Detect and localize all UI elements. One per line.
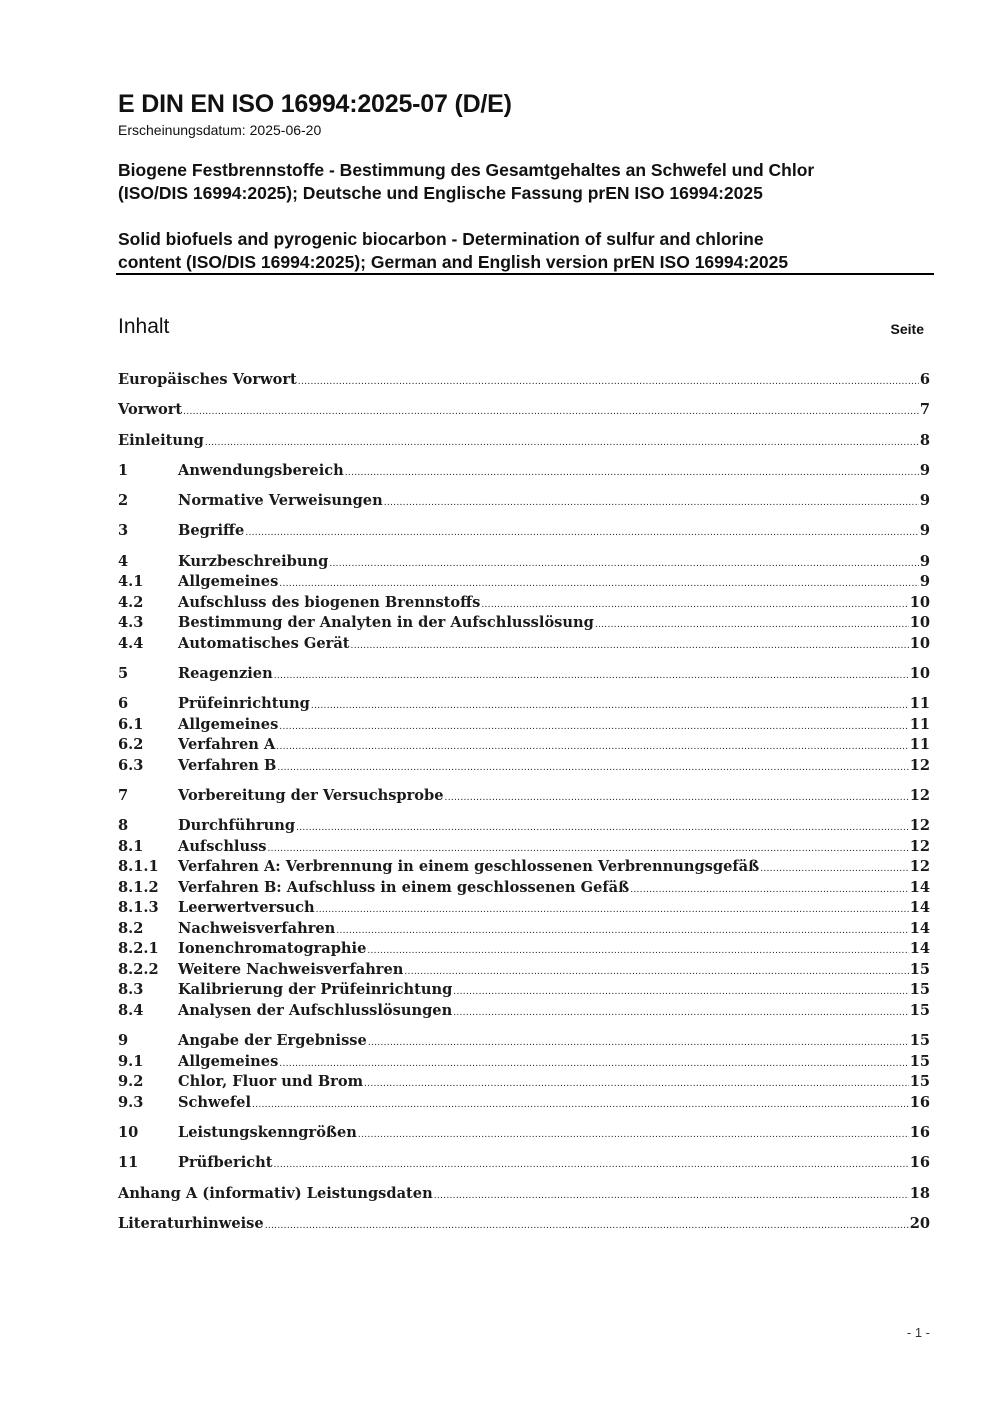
toc-dot-leader bbox=[265, 1214, 909, 1237]
toc-entry-title: Durchführung bbox=[178, 817, 296, 835]
title-german-line-1: Biogene Festbrennstoffe - Bestimmung des Gesamtgehaltes an Schwefel und Chlor bbox=[118, 160, 815, 180]
toc-entry[interactable] bbox=[118, 1052, 930, 1073]
toc-dot-leader bbox=[595, 613, 909, 636]
toc-entry-title: Vorwort bbox=[118, 401, 183, 419]
toc-entry-number: 7 bbox=[118, 787, 129, 805]
toc-dot-leader bbox=[268, 837, 909, 860]
toc-entry-number: 4.3 bbox=[118, 614, 144, 632]
toc-entry-title: Prüfeinrichtung bbox=[178, 695, 310, 713]
toc-entry-number: 8.1.1 bbox=[118, 858, 159, 876]
toc-dot-leader bbox=[630, 878, 908, 901]
toc-entry-number: 3 bbox=[118, 522, 129, 540]
toc-entry-title: Weitere Nachweisverfahren bbox=[178, 960, 404, 978]
toc-entry-page: 8 bbox=[919, 431, 930, 449]
toc-entry-page: 12 bbox=[909, 858, 930, 876]
toc-entry-number: 4.4 bbox=[118, 634, 144, 652]
toc-entry[interactable] bbox=[118, 756, 930, 777]
toc-entry-page: 15 bbox=[909, 981, 930, 999]
toc-entry-title: Angabe der Ergebnisse bbox=[178, 1032, 367, 1050]
toc-entry[interactable] bbox=[118, 1031, 930, 1052]
toc-entry[interactable] bbox=[118, 634, 930, 655]
toc-entry-page: 11 bbox=[909, 695, 930, 713]
toc-entry[interactable] bbox=[118, 898, 930, 919]
toc-entry[interactable] bbox=[118, 857, 930, 878]
toc-entry-page: 15 bbox=[909, 960, 930, 978]
toc-dot-leader bbox=[276, 735, 908, 758]
toc-dot-leader bbox=[345, 461, 919, 484]
toc-dot-leader bbox=[367, 939, 908, 962]
toc-entry-page: 12 bbox=[909, 787, 930, 805]
toc-entry[interactable] bbox=[118, 1001, 930, 1022]
toc-entry[interactable] bbox=[118, 572, 930, 593]
table-of-contents bbox=[118, 370, 930, 1234]
toc-entry-page: 15 bbox=[909, 1052, 930, 1070]
toc-dot-leader bbox=[351, 634, 909, 657]
toc-entry-page: 14 bbox=[909, 940, 930, 958]
toc-entry[interactable] bbox=[118, 1214, 930, 1235]
toc-entry-page: 14 bbox=[909, 899, 930, 917]
title-english-line-2: content (ISO/DIS 16994:2025); German and English version prEN ISO 16994:2025 bbox=[118, 252, 789, 272]
toc-entry-page: 9 bbox=[919, 552, 930, 570]
toc-entry-page: 11 bbox=[909, 715, 930, 733]
toc-entry-page: 9 bbox=[919, 461, 930, 479]
publication-date-line bbox=[118, 122, 321, 138]
title-divider bbox=[116, 273, 934, 275]
toc-entry[interactable] bbox=[118, 400, 930, 421]
toc-entry[interactable] bbox=[118, 613, 930, 634]
toc-entry-page: 15 bbox=[909, 1001, 930, 1019]
toc-entry-title: Verfahren B: Aufschluss in einem geschlossenen Gefäß bbox=[178, 878, 630, 896]
toc-dot-leader bbox=[358, 1123, 909, 1146]
toc-entry-number: 11 bbox=[118, 1154, 139, 1172]
toc-entry-number: 9.2 bbox=[118, 1073, 144, 1091]
toc-dot-leader bbox=[279, 715, 908, 738]
toc-dot-leader bbox=[453, 1001, 908, 1024]
toc-entry[interactable] bbox=[118, 552, 930, 573]
toc-dot-leader bbox=[434, 1184, 909, 1207]
toc-entry-title: Literaturhinweise bbox=[118, 1214, 264, 1232]
toc-dot-leader bbox=[316, 898, 909, 921]
toc-dot-leader bbox=[329, 552, 919, 575]
contents-heading: Inhalt bbox=[118, 315, 170, 338]
toc-entry[interactable] bbox=[118, 491, 930, 512]
toc-entry-number: 8.4 bbox=[118, 1001, 144, 1019]
toc-entry-title: Leerwertversuch bbox=[178, 899, 315, 917]
toc-entry-page: 12 bbox=[909, 756, 930, 774]
toc-entry-title: Anwendungsbereich bbox=[178, 461, 344, 479]
page-column-label: Seite bbox=[890, 321, 924, 337]
title-english-line-1: Solid biofuels and pyrogenic biocarbon - Determination of sulfur and chlorine bbox=[118, 229, 764, 249]
toc-entry-title: Prüfbericht bbox=[178, 1154, 273, 1172]
toc-entry-title: Kalibrierung der Prüfeinrichtung bbox=[178, 981, 453, 999]
toc-entry-title: Vorbereitung der Versuchsprobe bbox=[178, 787, 444, 805]
toc-entry-page: 18 bbox=[909, 1184, 930, 1202]
toc-entry-page: 16 bbox=[909, 1154, 930, 1172]
toc-entry-number: 9.1 bbox=[118, 1052, 144, 1070]
toc-entry-page: 11 bbox=[909, 736, 930, 754]
toc-entry-number: 6.3 bbox=[118, 756, 144, 774]
title-german-line-2: (ISO/DIS 16994:2025); Deutsche und Englische Fassung prEN ISO 16994:2025 bbox=[118, 183, 763, 203]
toc-entry-title: Aufschluss bbox=[178, 837, 267, 855]
toc-dot-leader bbox=[279, 1052, 908, 1075]
toc-entry-page: 15 bbox=[909, 1073, 930, 1091]
toc-entry-page: 6 bbox=[919, 371, 930, 388]
toc-entry-number: 2 bbox=[118, 492, 129, 510]
toc-entry-title: Einleitung bbox=[118, 431, 204, 449]
toc-dot-leader bbox=[364, 1072, 909, 1095]
toc-entry[interactable] bbox=[118, 664, 930, 685]
toc-entry[interactable] bbox=[118, 786, 930, 807]
toc-entry[interactable] bbox=[118, 960, 930, 981]
toc-entry[interactable] bbox=[118, 694, 930, 715]
toc-entry-number: 8.2 bbox=[118, 919, 144, 937]
toc-entry[interactable] bbox=[118, 431, 930, 452]
toc-entry[interactable] bbox=[118, 980, 930, 1001]
toc-entry-page: 16 bbox=[909, 1124, 930, 1142]
toc-entry-title: Normative Verweisungen bbox=[178, 492, 383, 510]
toc-entry[interactable] bbox=[118, 461, 930, 482]
toc-entry-number: 8.2.2 bbox=[118, 960, 159, 978]
toc-entry-title: Chlor, Fluor und Brom bbox=[178, 1073, 364, 1091]
toc-dot-leader bbox=[760, 857, 908, 880]
toc-entry-title: Verfahren A: Verbrennung in einem geschlossenen Verbrennungsgefäß bbox=[178, 858, 760, 876]
toc-entry-number: 6.2 bbox=[118, 736, 144, 754]
toc-entry-title: Reagenzien bbox=[178, 665, 273, 683]
toc-dot-leader bbox=[183, 400, 919, 423]
toc-dot-leader bbox=[274, 664, 909, 687]
toc-dot-leader bbox=[205, 431, 919, 454]
publication-date: 2025-06-20 bbox=[249, 122, 322, 138]
toc-entry-page: 12 bbox=[909, 817, 930, 835]
toc-entry-number: 4.1 bbox=[118, 573, 144, 591]
toc-entry-title: Schwefel bbox=[178, 1093, 251, 1111]
toc-dot-leader bbox=[298, 370, 919, 393]
toc-entry-title: Verfahren A bbox=[178, 736, 276, 754]
publication-date-label: Erscheinungsdatum: bbox=[118, 122, 246, 138]
toc-entry-title: Aufschluss des biogenen Brennstoffs bbox=[178, 593, 481, 611]
toc-entry-page: 16 bbox=[909, 1093, 930, 1111]
toc-entry-title: Bestimmung der Analyten in der Aufschlusslösung bbox=[178, 614, 594, 632]
toc-entry[interactable] bbox=[118, 1072, 930, 1093]
toc-entry-number: 8.1.3 bbox=[118, 899, 159, 917]
toc-entry-number: 8.3 bbox=[118, 981, 144, 999]
toc-entry-page: 14 bbox=[909, 878, 930, 896]
toc-entry-title: Automatisches Gerät bbox=[178, 634, 350, 652]
toc-dot-leader bbox=[404, 960, 908, 983]
toc-entry-number: 8.1.2 bbox=[118, 878, 159, 896]
toc-entry-page: 10 bbox=[909, 634, 930, 652]
toc-entry-page: 10 bbox=[909, 614, 930, 632]
toc-entry-number: 9 bbox=[118, 1032, 129, 1050]
toc-entry-title: Kurzbeschreibung bbox=[178, 552, 329, 570]
toc-entry-title: Allgemeines bbox=[178, 573, 279, 591]
toc-entry-title: Analysen der Aufschlusslösungen bbox=[178, 1001, 453, 1019]
toc-entry-page: 9 bbox=[919, 573, 930, 591]
toc-entry-title: Europäisches Vorwort bbox=[118, 371, 297, 388]
toc-entry-title: Verfahren B bbox=[178, 756, 277, 774]
toc-dot-leader bbox=[296, 816, 909, 839]
toc-entry-number: 4.2 bbox=[118, 593, 144, 611]
toc-entry-title: Ionenchromatographie bbox=[178, 940, 367, 958]
toc-entry[interactable] bbox=[118, 715, 930, 736]
toc-entry-page: 10 bbox=[909, 593, 930, 611]
toc-entry[interactable] bbox=[118, 837, 930, 858]
toc-entry-number: 6 bbox=[118, 695, 129, 713]
toc-entry[interactable] bbox=[118, 878, 930, 899]
toc-entry[interactable] bbox=[118, 1153, 930, 1174]
toc-dot-leader bbox=[245, 521, 919, 544]
toc-entry-page: 7 bbox=[919, 401, 930, 419]
footer-page-number: - 1 - bbox=[906, 1325, 930, 1340]
title-english bbox=[118, 228, 938, 274]
toc-entry-page: 20 bbox=[909, 1214, 930, 1232]
toc-entry[interactable] bbox=[118, 816, 930, 837]
toc-dot-leader bbox=[252, 1093, 909, 1116]
toc-entry-page: 12 bbox=[909, 837, 930, 855]
toc-entry[interactable] bbox=[118, 1123, 930, 1144]
toc-entry-page: 10 bbox=[909, 665, 930, 683]
toc-dot-leader bbox=[453, 980, 908, 1003]
toc-entry-page: 9 bbox=[919, 522, 930, 540]
toc-dot-leader bbox=[368, 1031, 909, 1054]
toc-entry-title: Leistungskenngrößen bbox=[178, 1124, 357, 1142]
toc-entry-number: 8.1 bbox=[118, 837, 144, 855]
toc-entry-number: 4 bbox=[118, 552, 129, 570]
toc-entry-title: Allgemeines bbox=[178, 715, 279, 733]
toc-entry-title: Anhang A (informativ) Leistungsdaten bbox=[118, 1184, 433, 1202]
toc-entry-number: 1 bbox=[118, 461, 129, 479]
toc-dot-leader bbox=[277, 756, 908, 779]
toc-dot-leader bbox=[274, 1153, 909, 1176]
toc-entry-page: 9 bbox=[919, 492, 930, 510]
toc-entry-title: Begriffe bbox=[178, 522, 245, 540]
toc-entry[interactable] bbox=[118, 939, 930, 960]
toc-entry-number: 9.3 bbox=[118, 1093, 144, 1111]
toc-entry[interactable] bbox=[118, 1093, 930, 1114]
toc-entry[interactable] bbox=[118, 1184, 930, 1205]
toc-entry[interactable] bbox=[118, 593, 930, 614]
toc-dot-leader bbox=[384, 491, 919, 514]
toc-entry-page: 15 bbox=[909, 1032, 930, 1050]
toc-entry-title: Nachweisverfahren bbox=[178, 919, 336, 937]
toc-entry-number: 6.1 bbox=[118, 715, 144, 733]
toc-dot-leader bbox=[481, 593, 908, 616]
standard-number: E DIN EN ISO 16994:2025-07 (D/E) bbox=[118, 90, 512, 118]
toc-entry-number: 8 bbox=[118, 817, 129, 835]
toc-dot-leader bbox=[279, 572, 919, 595]
toc-entry[interactable] bbox=[118, 370, 930, 391]
toc-dot-leader bbox=[336, 919, 908, 942]
toc-entry[interactable] bbox=[118, 919, 930, 940]
title-german bbox=[118, 159, 938, 205]
toc-dot-leader bbox=[311, 694, 909, 717]
toc-entry-number: 10 bbox=[118, 1124, 139, 1142]
toc-entry-number: 5 bbox=[118, 665, 129, 683]
toc-entry-number: 8.2.1 bbox=[118, 940, 159, 958]
toc-entry-page: 14 bbox=[909, 919, 930, 937]
toc-dot-leader bbox=[445, 786, 909, 809]
toc-entry[interactable] bbox=[118, 521, 930, 542]
toc-entry-title: Allgemeines bbox=[178, 1052, 279, 1070]
toc-entry[interactable] bbox=[118, 735, 930, 756]
